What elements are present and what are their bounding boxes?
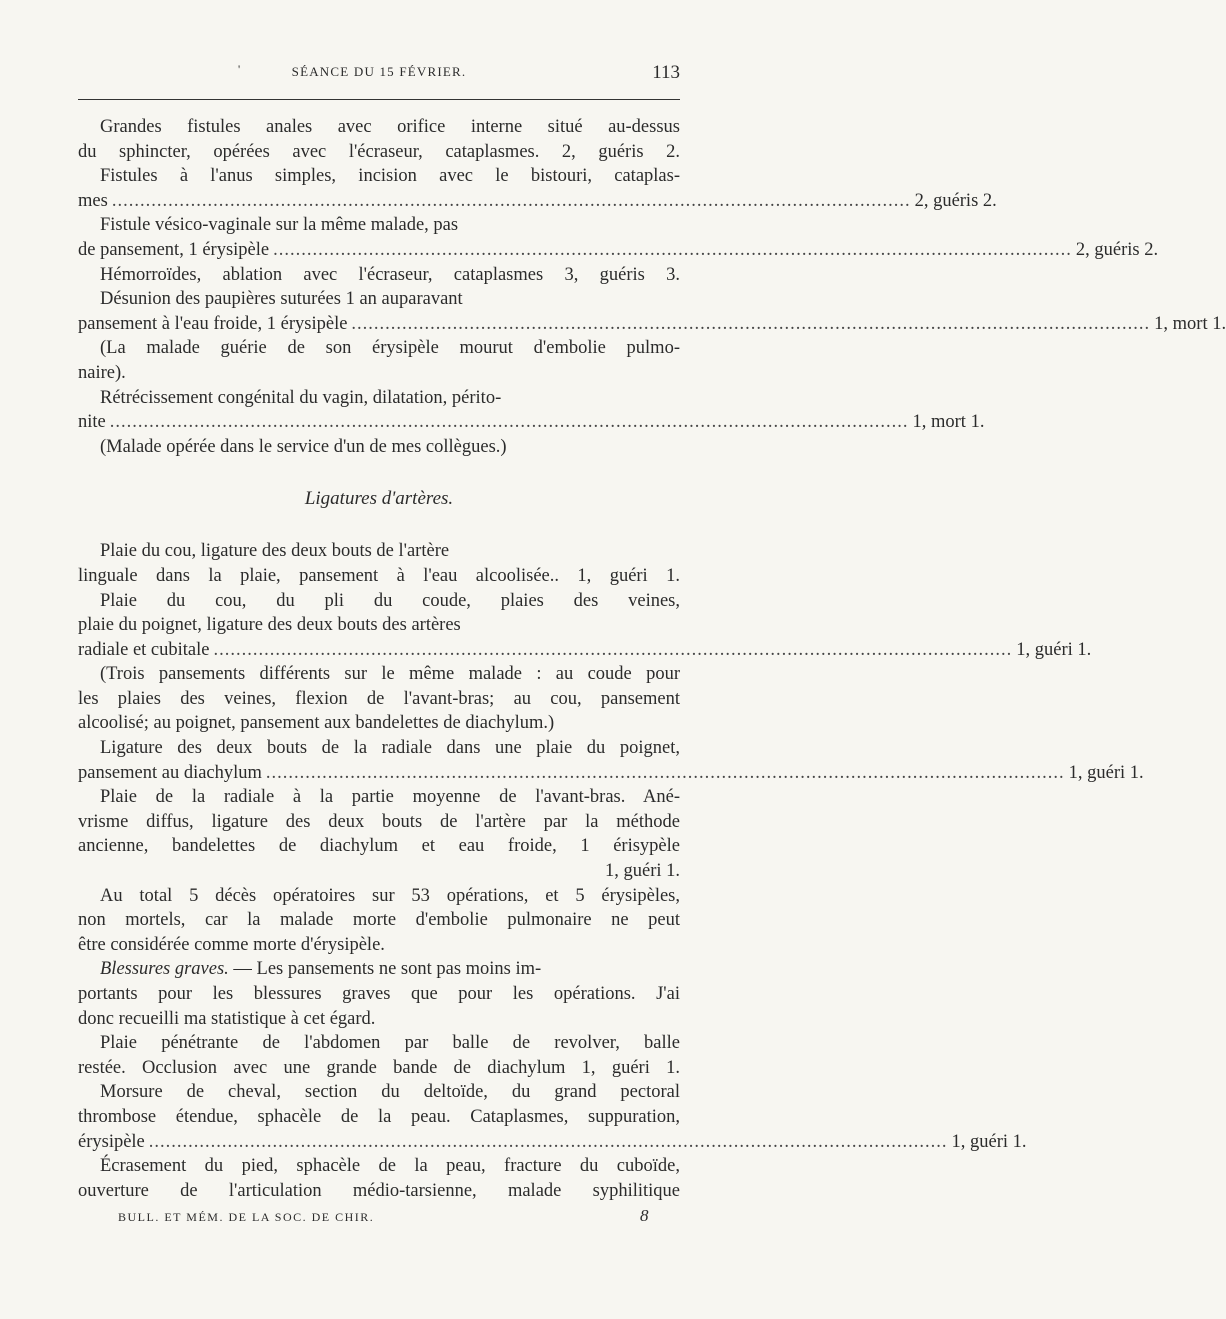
text-line: thrombose étendue, sphacèle de la peau. Cataplasmes, suppuration, (78, 1106, 680, 1127)
page-number: 113 (652, 62, 680, 83)
text-line-leader: pansement au diachylum ..... 1, guéri 1. (78, 761, 680, 786)
text-line: ouverture de l'articulation médio-tarsienne, malade syphilitique (78, 1180, 680, 1201)
text-line: linguale dans la plaie, pansement à l'eau alcoolisée.. 1, guéri 1. (78, 565, 680, 586)
text-line: Rétrécissement congénital du vagin, dilatation, périto- (100, 387, 502, 408)
text-line: (La malade guérie de son érysipèle mourut d'embolie pulmo- (100, 338, 680, 359)
text-line: (Malade opérée dans le service d'un de mes collègues.) (100, 436, 507, 457)
text-line: Plaie du cou, ligature des deux bouts de l'artère (100, 541, 450, 562)
text-line: Hémorroïdes, ablation avec l'écraseur, cataplasmes 3, guéris 3. (100, 264, 680, 285)
text-line: alcoolisé; au poignet, pansement aux bandelettes de diachylum.) (78, 713, 555, 734)
text-line-leader: pansement à l'eau froide, 1 érysipèle ..... 1, mort 1. (78, 312, 680, 337)
text-line-right: 1, guéri 1. (604, 861, 680, 882)
text-line: Blessures graves. — Les pansements ne sont pas moins im- (100, 959, 542, 980)
text-line-leader: mes ..... 2, guéris 2. (78, 189, 680, 214)
text-line: donc recueilli ma statistique à cet égard. (78, 1008, 376, 1029)
text-line: vrisme diffus, ligature des deux bouts de l'artère par la méthode (78, 811, 680, 832)
text-line-leader: radiale et cubitale ..... 1, guéri 1. (78, 638, 680, 663)
text-line: Plaie pénétrante de l'abdomen par balle de revolver, balle (100, 1033, 680, 1054)
text-line: Plaie du cou, du pli du coude, plaies des veines, (100, 590, 680, 611)
text-line: ancienne, bandelettes de diachylum et eau froide, 1 érisypèle (78, 836, 680, 857)
text-line: Morsure de cheval, section du deltoïde, du grand pectoral (100, 1082, 680, 1103)
text-line: naire). (78, 362, 126, 383)
text-line: restée. Occlusion avec une grande bande de diachylum 1, guéri 1. (78, 1057, 680, 1078)
text-line: Au total 5 décès opératoires sur 53 opérations, et 5 érysipèles, (100, 885, 680, 906)
text-line: être considérée comme morte d'érysipèle. (78, 934, 385, 955)
body-text (78, 115, 1226, 1203)
text-line: Désunion des paupières suturées 1 an auparavant (100, 289, 463, 310)
text-line: (Trois pansements différents sur le même malade : au coude pour (100, 664, 680, 685)
header-rule (78, 99, 680, 100)
text-line: Grandes fistules anales avec orifice interne situé au-dessus (100, 117, 680, 137)
text-line: Écrasement du pied, sphacèle de la peau, fracture du cuboïde, (100, 1156, 680, 1177)
text-line: non mortels, car la malade morte d'embolie pulmonaire ne peut (78, 910, 680, 931)
journal-title: BULL. ET MÉM. DE LA SOC. DE CHIR. (118, 1210, 375, 1224)
text-line: les plaies des veines, flexion de l'avant-bras; au cou, pansement (78, 688, 680, 709)
spacer (78, 517, 680, 539)
text-line: portants pour les blessures graves que pour les opérations. J'ai (78, 984, 680, 1004)
text-line: Ligature des deux bouts de la radiale dans une plaie du poignet, (100, 738, 680, 759)
running-header (78, 62, 680, 88)
text-line: du sphincter, opérées avec l'écraseur, cataplasmes. 2, guéris 2. (78, 141, 680, 162)
section-heading: Ligatures d'artères. (304, 488, 454, 510)
spacer (78, 459, 680, 481)
page-footer (78, 1206, 680, 1230)
text-line: Fistules à l'anus simples, incision avec le bistouri, cataplas- (100, 166, 680, 187)
header-mark: ' (238, 62, 241, 76)
signature-mark: 8 (640, 1206, 649, 1225)
header-title: SÉANCE DU 15 FÉVRIER. (291, 64, 467, 79)
text-line-leader: de pansement, 1 érysipèle ..... 2, guéris 2. (78, 238, 680, 263)
text-line: Plaie de la radiale à la partie moyenne de l'avant-bras. Ané- (100, 787, 680, 808)
text-line: Fistule vésico-vaginale sur la même malade, pas (100, 215, 459, 236)
text-line-leader: nite ..... 1, mort 1. (78, 410, 680, 435)
text-line: plaie du poignet, ligature des deux bouts des artères (78, 615, 461, 636)
text-line-leader: érysipèle ..... 1, guéri 1. (78, 1130, 680, 1155)
